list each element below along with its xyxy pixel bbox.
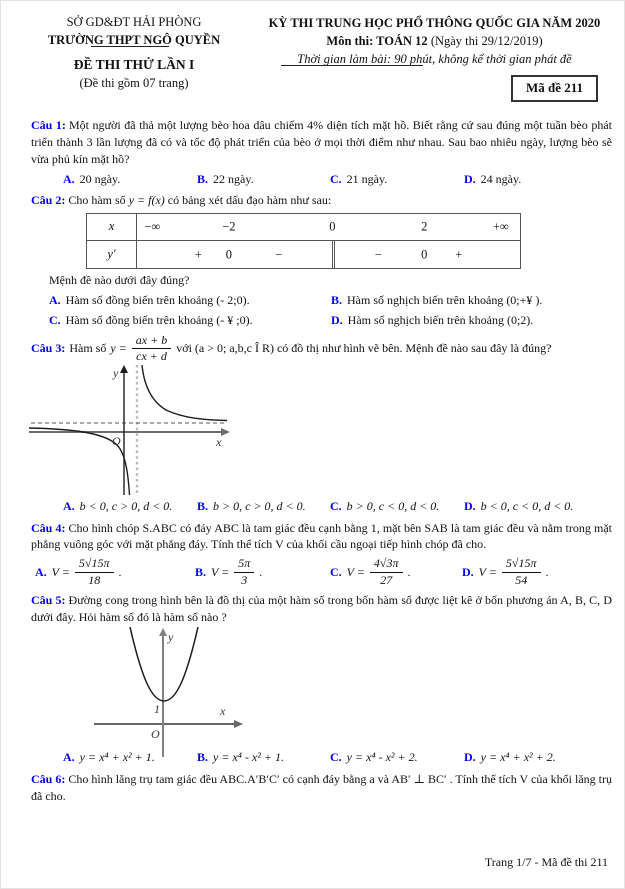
row-cells xyxy=(137,241,520,268)
table-cell: −2 xyxy=(222,219,236,234)
answer-lead: V = xyxy=(51,564,70,579)
answer-option xyxy=(330,498,464,515)
answer-option xyxy=(63,498,197,515)
subject-line xyxy=(253,32,616,50)
table-cell: +∞ xyxy=(492,219,509,234)
question-3-label: Câu 3: xyxy=(31,341,66,356)
answer-text: Hàm số đồng biến trên khoảng (- ¥ ;0). xyxy=(65,312,253,327)
answer-lead: V = xyxy=(478,564,497,579)
answer-letter: D. xyxy=(464,171,476,186)
x-axis-label: x xyxy=(220,704,226,719)
answer-option xyxy=(63,749,197,766)
table-cell: 0 xyxy=(421,246,428,261)
answer-text: Hàm số nghịch biến trên khoảng (0;+¥ ). xyxy=(347,293,543,307)
answer-option xyxy=(197,749,330,766)
question-6-label: Câu 6: xyxy=(31,771,66,786)
pages-note: (Đề thi gồm 07 trang) xyxy=(79,75,189,90)
answer-option xyxy=(331,312,612,329)
fraction-denominator: 3 xyxy=(241,572,248,587)
answer-option xyxy=(197,171,330,188)
table-cell: 0 xyxy=(225,246,233,261)
question-5-label: Câu 5: xyxy=(31,593,66,608)
question-1 xyxy=(31,117,612,167)
question-5-answers xyxy=(63,749,612,766)
department-name: SỞ GD&ĐT HẢI PHÒNG xyxy=(66,15,202,29)
answer-letter: C. xyxy=(330,498,342,513)
header-right xyxy=(253,14,616,102)
y-axis-arrow xyxy=(159,628,167,636)
answer-option xyxy=(330,557,462,587)
question-3-math-lead: y = xyxy=(110,341,127,356)
fraction-numerator: 5π xyxy=(234,557,254,572)
fraction-numerator: 5√15π xyxy=(502,557,541,572)
answer-text: b > 0, c < 0, d < 0. xyxy=(346,498,440,513)
answer-option xyxy=(197,498,330,515)
answer-option xyxy=(63,171,197,188)
x-axis-arrow xyxy=(221,428,230,436)
answer-letter: A. xyxy=(63,498,75,513)
answer-tail: . xyxy=(259,564,263,579)
answer-letter: A. xyxy=(63,171,75,186)
question-5-text: Đường cong trong hình bên là đồ thị của một hàm số trong bốn hàm số được liệt kê ở bốn phương án A, B, C, D dưới đây. Hỏi hàm số đó là hàm số nào ? xyxy=(31,593,612,625)
fraction-numerator: 4√3π xyxy=(370,557,403,572)
page-footer: Trang 1/7 - Mã đề thi 211 xyxy=(484,855,608,869)
answer-tail: . xyxy=(407,564,411,579)
school-name: TRƯỜNG THPT NGÔ QUYỀN xyxy=(47,32,221,47)
answer-letter: A. xyxy=(63,750,75,765)
answer-letter: D. xyxy=(462,564,474,579)
answer-tail: . xyxy=(118,564,122,579)
row-label: y′ xyxy=(87,241,137,268)
question-1-text: Một người đã thả một lượng bèo hoa dâu chiếm 4% diện tích mặt hồ. Biết rằng cứ sau đúng một tuần bèo phát triển thành 3 lần lượng đã có và tốc độ phát triển của bèo ở mọi thời điểm như nhau. Sau bao nhiêu ngày, lượng bèo sẽ vừa phủ kín mặt hồ? xyxy=(31,118,612,166)
q5-quartic-graph xyxy=(86,627,258,759)
table-cell: 0 xyxy=(329,219,336,234)
q3-hyperbola-graph xyxy=(25,365,239,495)
answer-letter: C. xyxy=(49,312,61,327)
fraction-denominator: cx + d xyxy=(136,349,167,364)
question-2-answers-row1 xyxy=(49,292,612,309)
min-tick-label: 1 xyxy=(154,702,160,717)
header-left xyxy=(15,14,253,102)
row-label: x xyxy=(87,214,137,240)
answer-fraction xyxy=(234,557,254,587)
answer-text: y = x⁴ + x² + 1. xyxy=(79,750,155,765)
duration-line: Thời gian làm bài: 90 phút, không kể thời gian phát đề xyxy=(297,52,572,67)
question-1-answers xyxy=(63,171,612,188)
exam-name: KỲ THI TRUNG HỌC PHỔ THÔNG QUỐC GIA NĂM 2020 xyxy=(268,16,601,30)
question-6 xyxy=(31,771,612,805)
answer-letter: D. xyxy=(331,312,343,327)
answer-option xyxy=(49,312,331,329)
question-3-pre: Hàm số xyxy=(69,341,107,356)
answer-text: b > 0, c > 0, d < 0. xyxy=(213,498,306,513)
answer-letter: B. xyxy=(331,293,343,307)
table-cell: + xyxy=(194,246,202,261)
x-axis-label: x xyxy=(216,434,222,449)
answer-fraction xyxy=(502,557,541,587)
answer-letter: A. xyxy=(49,293,61,307)
answer-option xyxy=(49,292,331,309)
answer-text: b < 0, c < 0, d < 0. xyxy=(480,498,574,513)
question-5 xyxy=(31,592,612,626)
answer-tail: . xyxy=(545,564,549,579)
table-cell: − xyxy=(275,246,283,261)
question-4-label: Câu 4: xyxy=(31,520,66,535)
question-3-answers xyxy=(63,498,612,515)
exam-code-badge: Mã đề 211 xyxy=(511,75,598,102)
answer-lead: V = xyxy=(346,564,365,579)
questions-area xyxy=(1,102,624,804)
answer-option xyxy=(195,557,330,587)
fraction-denominator: 18 xyxy=(88,572,101,587)
answer-option xyxy=(35,557,195,587)
answer-text: Hàm số đồng biến trên khoảng (- 2;0). xyxy=(65,293,250,307)
question-4 xyxy=(31,520,612,554)
answer-fraction xyxy=(370,557,403,587)
answer-option xyxy=(462,557,612,587)
answer-letter: C. xyxy=(330,564,342,579)
answer-option xyxy=(331,292,612,309)
answer-text: Hàm số nghịch biến trên khoảng (0;2). xyxy=(347,312,534,327)
exam-round-title: ĐỀ THI THỬ LẦN I xyxy=(73,57,195,72)
answer-option xyxy=(464,171,612,188)
question-2-formula: y = f(x) xyxy=(128,193,165,208)
answer-letter: C. xyxy=(330,750,342,765)
answer-letter: C. xyxy=(330,171,342,186)
double-bar xyxy=(332,241,335,268)
answer-option xyxy=(330,749,464,766)
header xyxy=(1,14,624,102)
subject-bold: Môn thi: TOÁN 12 xyxy=(326,34,428,49)
sign-table-row-x xyxy=(87,214,520,241)
origin-label: O xyxy=(112,433,121,448)
answer-text: 22 ngày. xyxy=(213,171,254,186)
sign-table xyxy=(86,213,521,269)
table-cell: + xyxy=(455,246,463,261)
fraction-denominator: 27 xyxy=(380,572,393,587)
y-axis-label: y xyxy=(113,365,119,380)
y-axis-arrow xyxy=(120,365,128,373)
y-axis-label: y xyxy=(168,630,174,645)
school-underline xyxy=(91,46,169,47)
answer-option xyxy=(464,749,612,766)
answer-letter: B. xyxy=(197,750,209,765)
question-2 xyxy=(31,192,612,209)
answer-text: 24 ngày. xyxy=(480,171,522,186)
x-axis-arrow xyxy=(234,720,243,728)
table-cell: 2 xyxy=(421,219,428,234)
answer-letter: D. xyxy=(464,498,476,513)
table-cell: − xyxy=(374,246,382,261)
answer-option xyxy=(464,498,612,515)
question-2-answers-row2 xyxy=(49,312,612,329)
question-6-text: Cho hình lăng trụ tam giác đều ABC.A′B′C′ có cạnh đáy bằng a và AB′ ⊥ BC′ . Tính thể tích V của khối lăng trụ đã cho. xyxy=(31,771,612,803)
question-4-text: Cho hình chóp S.ABC có đáy ABC là tam giác đều cạnh bằng 1, mặt bên SAB là tam giác đều và nằm trong mặt phẳng vuông góc với mặt phẳng đáy. Tính thể tích V của khối cầu ngoại tiếp hình chóp đã cho. xyxy=(31,520,613,552)
answer-letter: B. xyxy=(197,498,209,513)
answer-text: b < 0, c > 0, d < 0. xyxy=(79,498,173,513)
question-3 xyxy=(31,334,612,364)
fraction-numerator: ax + b xyxy=(132,334,171,349)
answer-letter: A. xyxy=(35,564,47,579)
answer-text: 20 ngày. xyxy=(79,171,121,186)
code-box-wrap xyxy=(253,75,616,102)
answer-lead: V = xyxy=(211,564,230,579)
curve-right-branch xyxy=(142,365,227,421)
sign-table-row-yprime xyxy=(87,241,520,268)
question-3-fraction xyxy=(132,334,171,364)
answer-fraction xyxy=(75,557,114,587)
question-2-pre: Cho hàm số xyxy=(68,193,126,208)
answer-text: y = x⁴ - x² + 2. xyxy=(346,750,418,765)
subject-date: (Ngày thi 29/12/2019) xyxy=(427,34,543,49)
answer-text: 21 ngày. xyxy=(346,171,388,186)
fraction-denominator: 54 xyxy=(515,572,528,587)
answer-letter: B. xyxy=(195,564,207,579)
question-2-label: Câu 2: xyxy=(31,193,66,208)
question-2-post: có bảng xét dấu đạo hàm như sau: xyxy=(167,193,332,208)
answer-letter: B. xyxy=(197,171,209,186)
row-cells xyxy=(137,214,520,240)
question-1-label: Câu 1: xyxy=(31,118,66,133)
answer-option xyxy=(330,171,464,188)
question-4-answers xyxy=(35,557,612,587)
origin-label: O xyxy=(151,727,160,742)
answer-text: y = x⁴ + x² + 2. xyxy=(480,750,556,765)
fraction-numerator: 5√15π xyxy=(75,557,114,572)
table-cell: −∞ xyxy=(144,219,161,234)
question-2-subtext: Mệnh đề nào dưới đây đúng? xyxy=(49,273,190,288)
question-3-post: với (a > 0; a,b,c Î R) có đồ thị như hình vẽ bên. Mệnh đề nào sau đây là đúng? xyxy=(176,341,552,356)
answer-letter: D. xyxy=(464,750,476,765)
answer-text: y = x⁴ - x² + 1. xyxy=(213,750,284,765)
